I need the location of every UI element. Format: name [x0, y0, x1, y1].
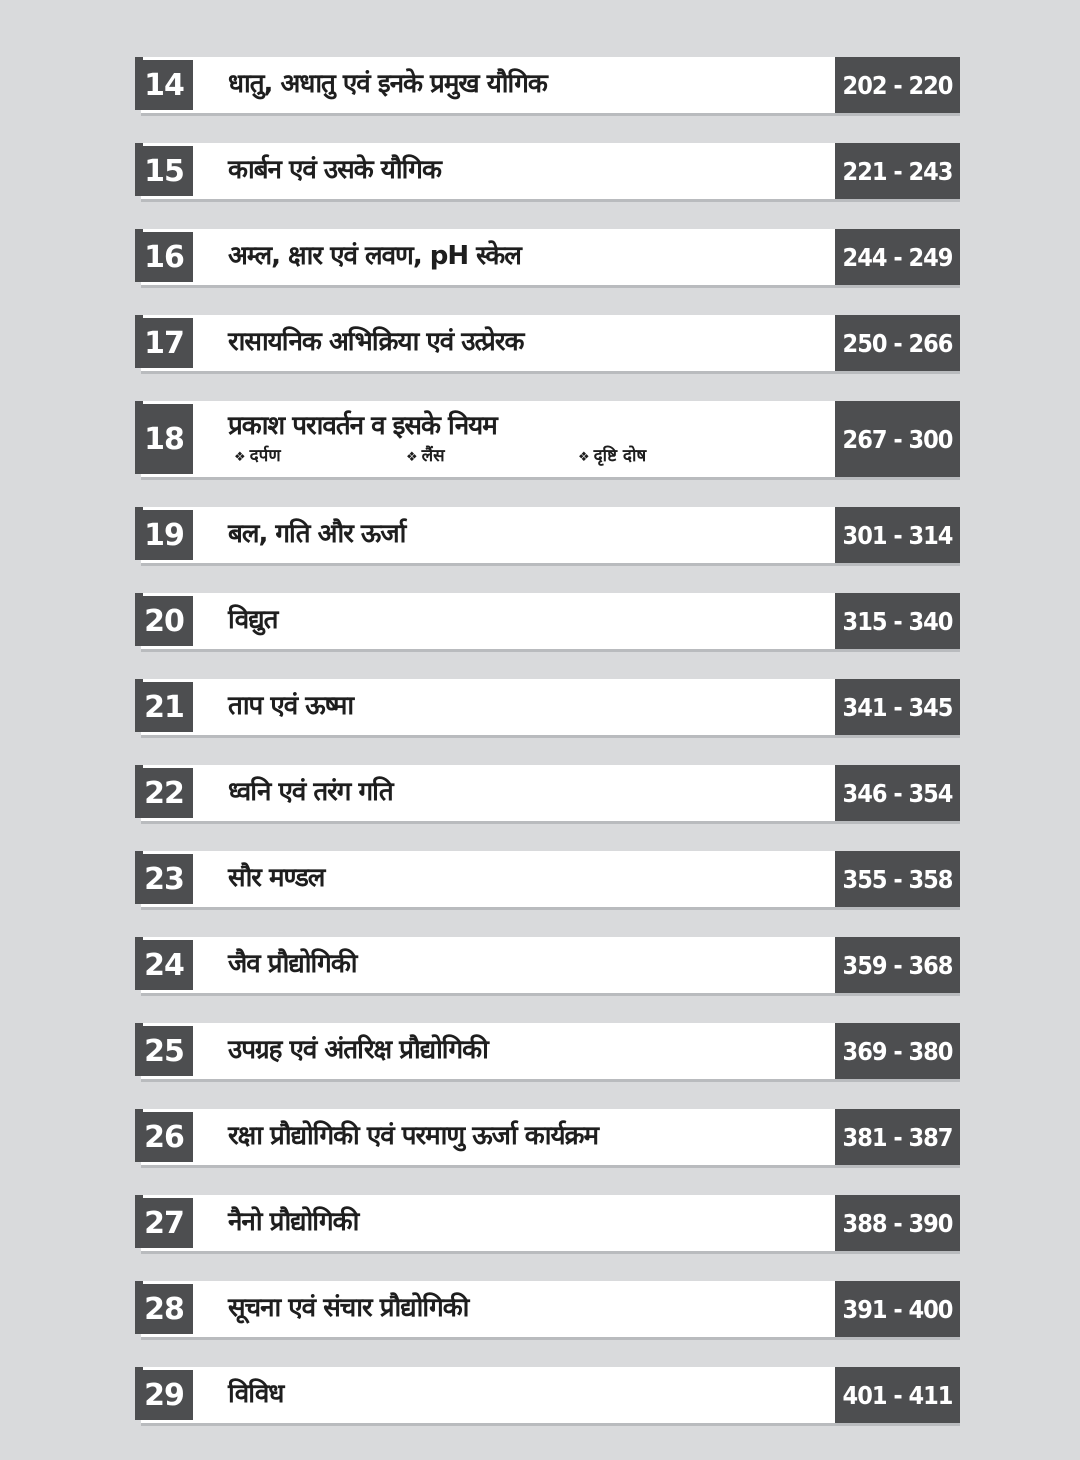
chapter-title: कार्बन एवं उसके यौगिक — [228, 155, 441, 186]
chapter-title-container — [228, 315, 825, 371]
page-range: 341 - 345 — [835, 679, 960, 735]
toc-entry-17[interactable] — [135, 315, 960, 371]
toc-entry-26[interactable] — [135, 1109, 960, 1165]
toc-entry-24[interactable] — [135, 937, 960, 993]
chapter-title: विविध — [228, 1379, 284, 1410]
page-range: 244 - 249 — [835, 229, 960, 285]
subtopic-item — [400, 443, 572, 466]
subtopic-item — [572, 443, 744, 466]
page-range: 301 - 314 — [835, 507, 960, 563]
page-range: 401 - 411 — [835, 1367, 960, 1423]
chapter-title: ध्वनि एवं तरंग गति — [228, 777, 393, 808]
chapter-number: 25 — [135, 1026, 193, 1076]
chapter-number: 21 — [135, 682, 193, 732]
chapter-number: 22 — [135, 768, 193, 818]
chapter-number: 28 — [135, 1284, 193, 1334]
chapter-title: उपग्रह एवं अंतरिक्ष प्रौद्योगिकी — [228, 1035, 488, 1066]
chapter-title: धातु, अधातु एवं इनके प्रमुख यौगिक — [228, 69, 547, 100]
chapter-number: 24 — [135, 940, 193, 990]
page-range: 381 - 387 — [835, 1109, 960, 1165]
chapter-title: बल, गति और ऊर्जा — [228, 519, 406, 550]
chapter-number: 26 — [135, 1112, 193, 1162]
chapter-title-container — [228, 765, 825, 821]
chapter-number: 29 — [135, 1370, 193, 1420]
chapter-number: 16 — [135, 232, 193, 282]
toc-entry-18[interactable] — [135, 401, 960, 477]
subtopic-label: दर्पण — [249, 446, 281, 467]
chapter-title-container — [228, 1195, 825, 1251]
chapter-title-container — [228, 143, 825, 199]
chapter-title-container — [228, 1023, 825, 1079]
diamond-bullet-icon: ❖ — [406, 450, 418, 466]
toc-entry-14[interactable] — [135, 57, 960, 113]
chapter-number: 19 — [135, 510, 193, 560]
page-range: 202 - 220 — [835, 57, 960, 113]
chapter-title: सूचना एवं संचार प्रौद्योगिकी — [228, 1293, 469, 1324]
chapter-title: विद्युत — [228, 605, 278, 636]
chapter-title: सौर मण्डल — [228, 863, 325, 894]
chapter-title-container — [228, 57, 825, 113]
page-range: 267 - 300 — [835, 401, 960, 477]
subtopic-label: लैंस — [421, 446, 445, 467]
chapter-title-container — [228, 851, 825, 907]
chapter-title-container — [228, 401, 825, 477]
page-range: 388 - 390 — [835, 1195, 960, 1251]
toc-entry-19[interactable] — [135, 507, 960, 563]
chapter-title-container — [228, 1367, 825, 1423]
chapter-title-container — [228, 937, 825, 993]
chapter-title-container — [228, 229, 825, 285]
chapter-title: अम्ल, क्षार एवं लवण, pH स्केल — [228, 241, 521, 272]
diamond-bullet-icon: ❖ — [578, 450, 590, 466]
toc-entry-27[interactable] — [135, 1195, 960, 1251]
toc-entry-23[interactable] — [135, 851, 960, 907]
page-range: 391 - 400 — [835, 1281, 960, 1337]
chapter-number: 27 — [135, 1198, 193, 1248]
chapter-title-container — [228, 1109, 825, 1165]
chapter-title-container — [228, 507, 825, 563]
page-range: 346 - 354 — [835, 765, 960, 821]
toc-entry-28[interactable] — [135, 1281, 960, 1337]
subtopic-label: दृष्टि दोष — [593, 446, 647, 467]
chapter-number: 23 — [135, 854, 193, 904]
chapter-title: जैव प्रौद्योगिकी — [228, 949, 357, 980]
chapter-title-container — [228, 593, 825, 649]
page-range: 355 - 358 — [835, 851, 960, 907]
subtopic-list — [228, 443, 825, 466]
chapter-title-container — [228, 679, 825, 735]
chapter-title-container — [228, 1281, 825, 1337]
page-range: 315 - 340 — [835, 593, 960, 649]
toc-entry-20[interactable] — [135, 593, 960, 649]
diamond-bullet-icon: ❖ — [234, 450, 246, 466]
chapter-title: प्रकाश परावर्तन व इसके नियम — [228, 410, 497, 441]
chapter-title: रासायनिक अभिक्रिया एवं उत्प्रेरक — [228, 327, 524, 358]
page-range: 250 - 266 — [835, 315, 960, 371]
chapter-number: 18 — [135, 404, 193, 474]
page-range: 359 - 368 — [835, 937, 960, 993]
toc-entry-25[interactable] — [135, 1023, 960, 1079]
subtopic-item — [228, 443, 400, 466]
chapter-title: रक्षा प्रौद्योगिकी एवं परमाणु ऊर्जा कार्यक्रम — [228, 1121, 599, 1152]
page-range: 369 - 380 — [835, 1023, 960, 1079]
toc-entry-22[interactable] — [135, 765, 960, 821]
chapter-number: 17 — [135, 318, 193, 368]
chapter-number: 20 — [135, 596, 193, 646]
table-of-contents — [135, 57, 960, 1423]
chapter-number: 15 — [135, 146, 193, 196]
toc-entry-15[interactable] — [135, 143, 960, 199]
page-range: 221 - 243 — [835, 143, 960, 199]
chapter-title: नैनो प्रौद्योगिकी — [228, 1207, 359, 1238]
chapter-number: 14 — [135, 60, 193, 110]
toc-entry-16[interactable] — [135, 229, 960, 285]
toc-entry-21[interactable] — [135, 679, 960, 735]
chapter-title: ताप एवं ऊष्मा — [228, 691, 354, 722]
toc-entry-29[interactable] — [135, 1367, 960, 1423]
